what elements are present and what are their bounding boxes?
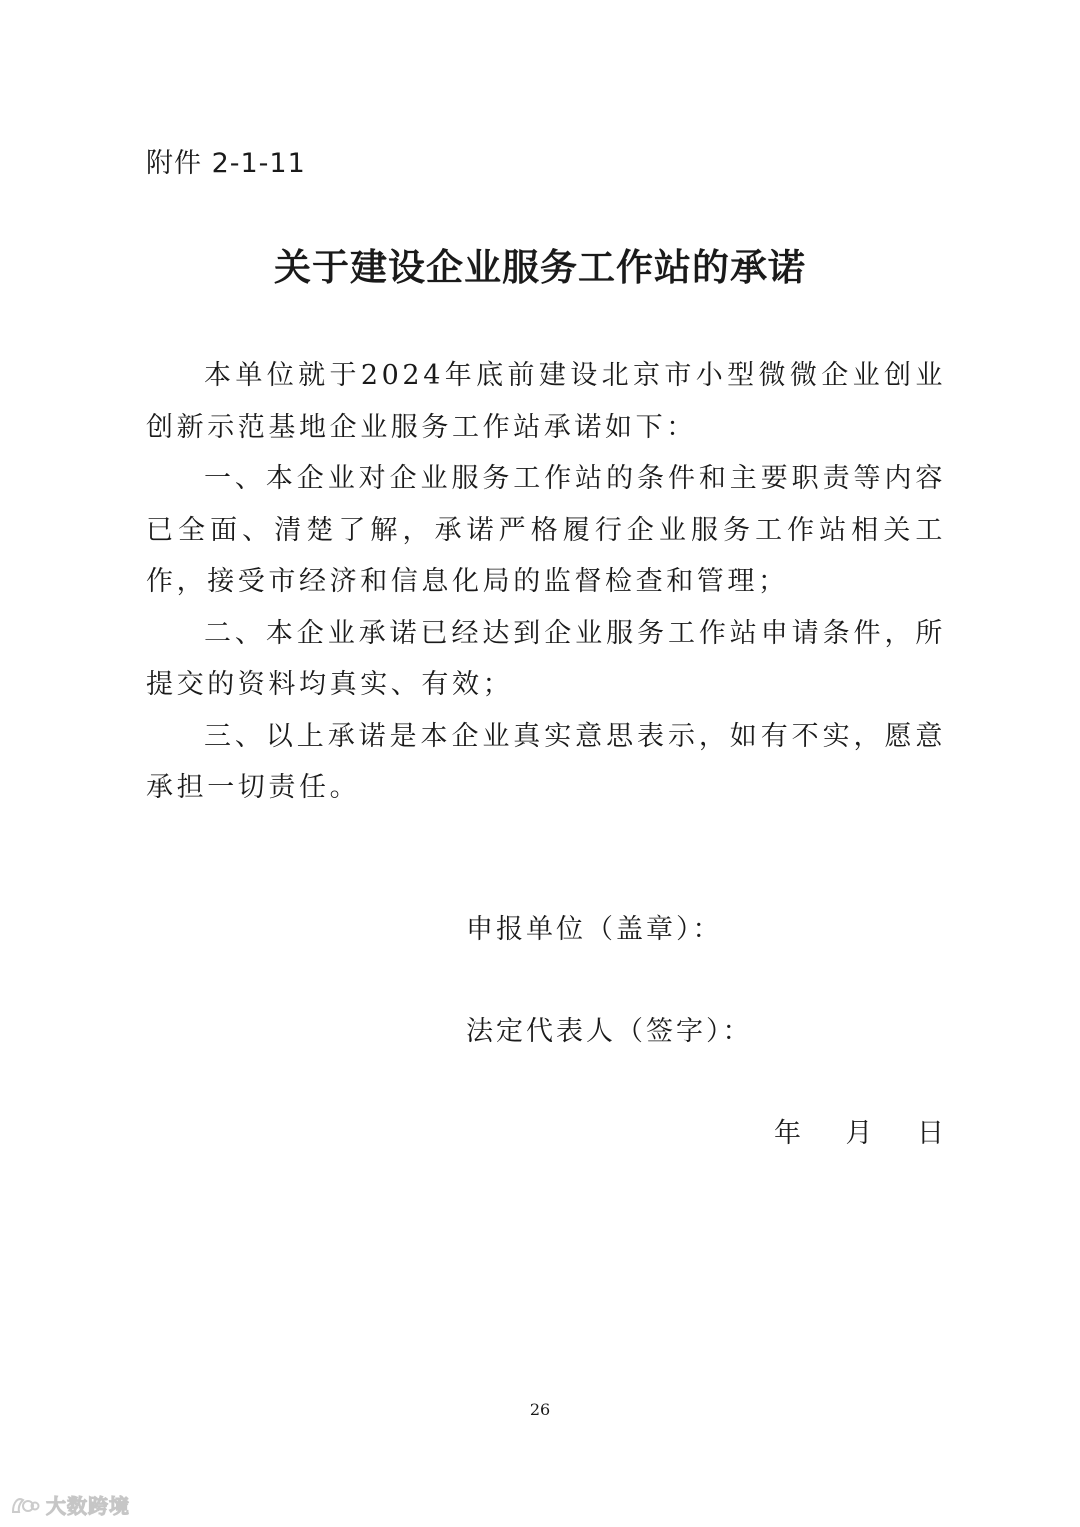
date-day: 日 [917, 1118, 944, 1149]
signature-representative-label: 法定代表人（签字）： [466, 1016, 753, 1047]
date-month: 月 [845, 1118, 873, 1149]
signature-unit-label: 申报单位（盖章）： [466, 914, 723, 945]
paragraph-item-1: 一、本企业对企业服务工作站的条件和主要职责等内容已全面、清楚了解，承诺严格履行企业服务工作站相关工作，接受市经济和信息化局的监督检查和管理； [146, 463, 946, 597]
paragraph-item-3: 三、以上承诺是本企业真实意思表示，如有不实，愿意承担一切责任。 [146, 720, 946, 803]
paragraph-intro: 本单位就于2024年底前建设北京市小型微微企业创业创新示范基地企业服务工作站承诺如下： [146, 360, 946, 443]
watermark-logo-icon [10, 1494, 40, 1516]
document-title: 关于建设企业服务工作站的承诺 [274, 246, 806, 289]
watermark [10, 1490, 130, 1519]
paragraph-item-2: 二、本企业承诺已经达到企业服务工作站申请条件，所提交的资料均真实、有效； [146, 617, 946, 700]
document-body [146, 350, 946, 814]
watermark-text: 大数跨境 [46, 1494, 130, 1518]
page-number: 26 [529, 1400, 551, 1419]
attachment-label: 附件 2-1-11 [146, 148, 306, 179]
date-year: 年 [774, 1118, 801, 1149]
date-line [774, 1116, 944, 1152]
